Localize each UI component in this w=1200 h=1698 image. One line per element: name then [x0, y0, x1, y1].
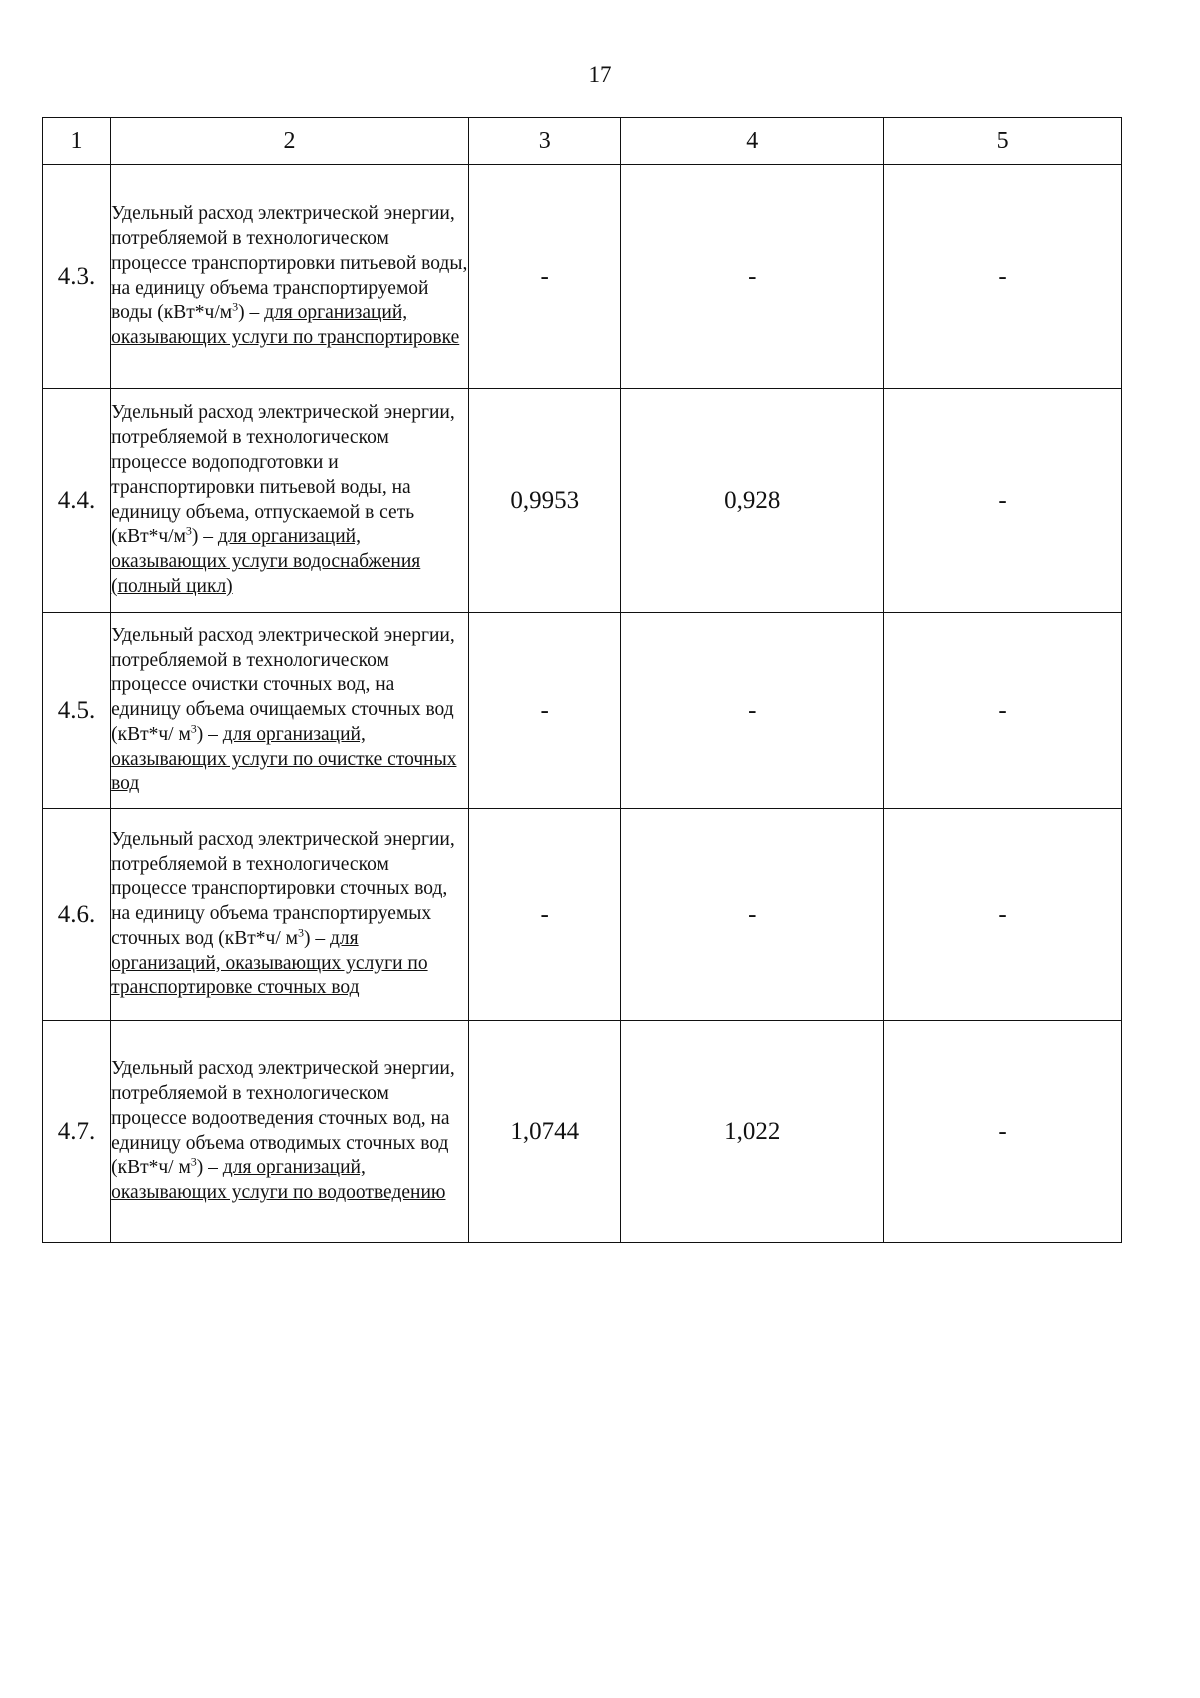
row-number: 4.4. [43, 389, 111, 613]
cell-col3: 1,0744 [468, 1021, 620, 1243]
row-description-underlined: для организаций, оказывающих услуги по очистке сточных вод [111, 723, 457, 795]
cell-col3: - [468, 165, 620, 389]
cell-col4: 0,928 [621, 389, 884, 613]
table-row [43, 809, 1122, 1021]
cell-col3: - [468, 613, 620, 809]
cell-col3: - [468, 809, 620, 1021]
row-description: Удельный расход электрической энергии, потребляемой в технологическом процессе транспортировки питьевой воды, на единицу объема транспортируемой воды $(кВт*ч/м^3)$ – для организаций, оказывающих услуги по транспортировке [111, 165, 469, 389]
row-description-underlined: для организаций, оказывающих услуги по водоотведению [111, 1157, 446, 1204]
row-description: Удельный расход электрической энергии, потребляемой в технологическом процессе очистки сточных вод, на единицу объема очищаемых сточных вод (кВт*ч/ $м^3$) – для организаций, оказывающих услуги по очистке сточных вод [111, 613, 469, 809]
row-description-underlined: для организаций, оказывающих услуги водоснабжения (полный цикл) [111, 526, 421, 597]
row-number: 4.7. [43, 1021, 111, 1243]
row-description: Удельный расход электрической энергии, потребляемой в технологическом процессе водоотведения сточных вод, на единицу объема отводимых сточных вод (кВт*ч/ $м^3$) – для организаций, оказывающих услуги по водоотведению [111, 1021, 469, 1243]
row-number: 4.6. [43, 809, 111, 1021]
cell-col4: - [621, 613, 884, 809]
column-header-2: 2 [111, 118, 469, 165]
column-header-3: 3 [468, 118, 620, 165]
page-number: 17 [588, 62, 612, 87]
row-number: 4.5. [43, 613, 111, 809]
cell-col3: 0,9953 [468, 389, 620, 613]
row-description-underlined: для организаций, оказывающих услуги по транспортировке [111, 302, 460, 349]
cell-col5: - [884, 389, 1122, 613]
row-description: Удельный расход электрической энергии, потребляемой в технологическом процессе транспортировки сточных вод, на единицу объема транспортируемых сточных вод (кВт*ч/ $м^3$) – для организаций, оказывающих услуги по транспортировке сточных вод [111, 809, 469, 1021]
column-header-4: 4 [621, 118, 884, 165]
row-description: Удельный расход электрической энергии, потребляемой в технологическом процессе водоподготовки и транспортировки питьевой воды, на единицу объема, отпускаемой в сеть $(кВт*ч/м^3)$ – для организаций, оказывающих услуги водоснабжения (полный цикл) [111, 389, 469, 613]
table-row [43, 613, 1122, 809]
header-row [43, 118, 1122, 165]
column-header-5: 5 [884, 118, 1122, 165]
cell-col4: - [621, 165, 884, 389]
table-row [43, 1021, 1122, 1243]
indicator-table [42, 117, 1122, 1243]
cell-col5: - [884, 613, 1122, 809]
column-header-1: 1 [43, 118, 111, 165]
cell-col5: - [884, 809, 1122, 1021]
table-row [43, 389, 1122, 613]
cell-col5: - [884, 1021, 1122, 1243]
row-number: 4.3. [43, 165, 111, 389]
row-description-underlined: для организаций, оказывающих услуги по транспортировке сточных вод [111, 927, 428, 999]
cell-col4: 1,022 [621, 1021, 884, 1243]
cell-col4: - [621, 809, 884, 1021]
table-row [43, 165, 1122, 389]
cell-col5: - [884, 165, 1122, 389]
